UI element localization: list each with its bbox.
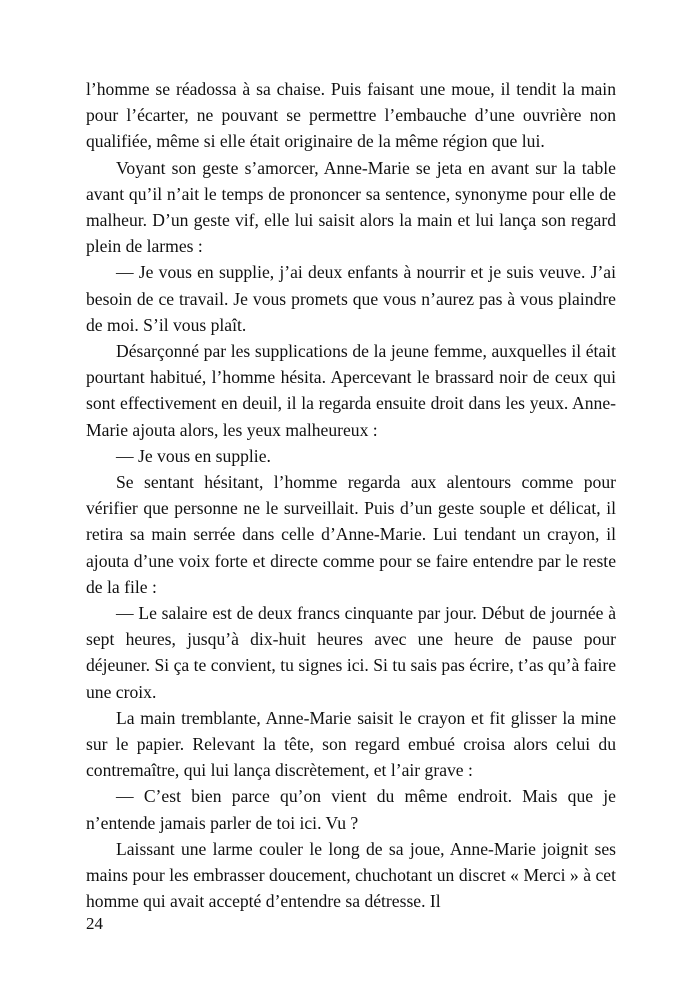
- paragraph: Désarçonné par les supplications de la jeune femme, auxquelles il était pourtant habitué, l’homme hésita. Apercevant le brassard noir de ceux qui sont effectivement en deuil, il la regarda ensuite droit dans les yeux. Anne-Marie ajouta alors, les yeux malheureux :: [86, 341, 616, 440]
- paragraph: Voyant son geste s’amorcer, Anne-Marie se jeta en avant sur la table avant qu’il n’ait le temps de prononcer sa sentence, synonyme pour elle de malheur. D’un geste vif, elle lui saisit alors la main et lui lança son regard plein de larmes :: [86, 157, 616, 257]
- page-number: 24: [86, 914, 103, 933]
- paragraph: l’homme se réadossa à sa chaise. Puis faisant une moue, il tendit la main pour l’écarter, ne pouvant se permettre l’embauche d’une ouvrière non qualifiée, même si elle était originaire de la même région que lui.: [86, 79, 616, 152]
- paragraph: — C’est bien parce qu’on vient du même endroit. Mais que je n’entende jamais parler de toi ici. Vu ?: [86, 786, 616, 833]
- paragraph: — Je vous en supplie, j’ai deux enfants à nourrir et je suis veuve. J’ai besoin de ce travail. Je vous promets que vous n’aurez pas à vous plaindre de moi. S’il vous plaît.: [86, 262, 616, 335]
- paragraph: — Le salaire est de deux francs cinquante par jour. Début de journée à sept heures, jusqu’à dix-huit heures avec une heure de pause pour déjeuner. Si ça te convient, tu signes ici. Si tu sais pas écrire, t’as qu’à faire une croix.: [86, 603, 616, 702]
- paragraph: La main tremblante, Anne-Marie saisit le crayon et fit glisser la mine sur le papier. Relevant la tête, son regard embué croisa alors celui du contremaître, qui lui lança discrètement, et l’air grave :: [86, 707, 616, 781]
- paragraph: Laissant une larme couler le long de sa joue, Anne-Marie joignit ses mains pour les embrasser doucement, chuchotant un discret « Merci » à cet homme qui avait accepté d’entendre sa détresse. Il: [86, 838, 616, 912]
- body-text: [86, 76, 616, 915]
- paragraph: — Je vous en supplie.: [116, 445, 271, 466]
- paragraph: Se sentant hésitant, l’homme regarda aux alentours comme pour vérifier que personne ne le surveillait. Puis d’un geste souple et délicat, il retira sa main serrée dans celle d’Anne-Marie. Lui tendant un crayon, il ajouta d’une voix forte et directe comme pour se faire entendre par le reste de la file :: [86, 472, 616, 597]
